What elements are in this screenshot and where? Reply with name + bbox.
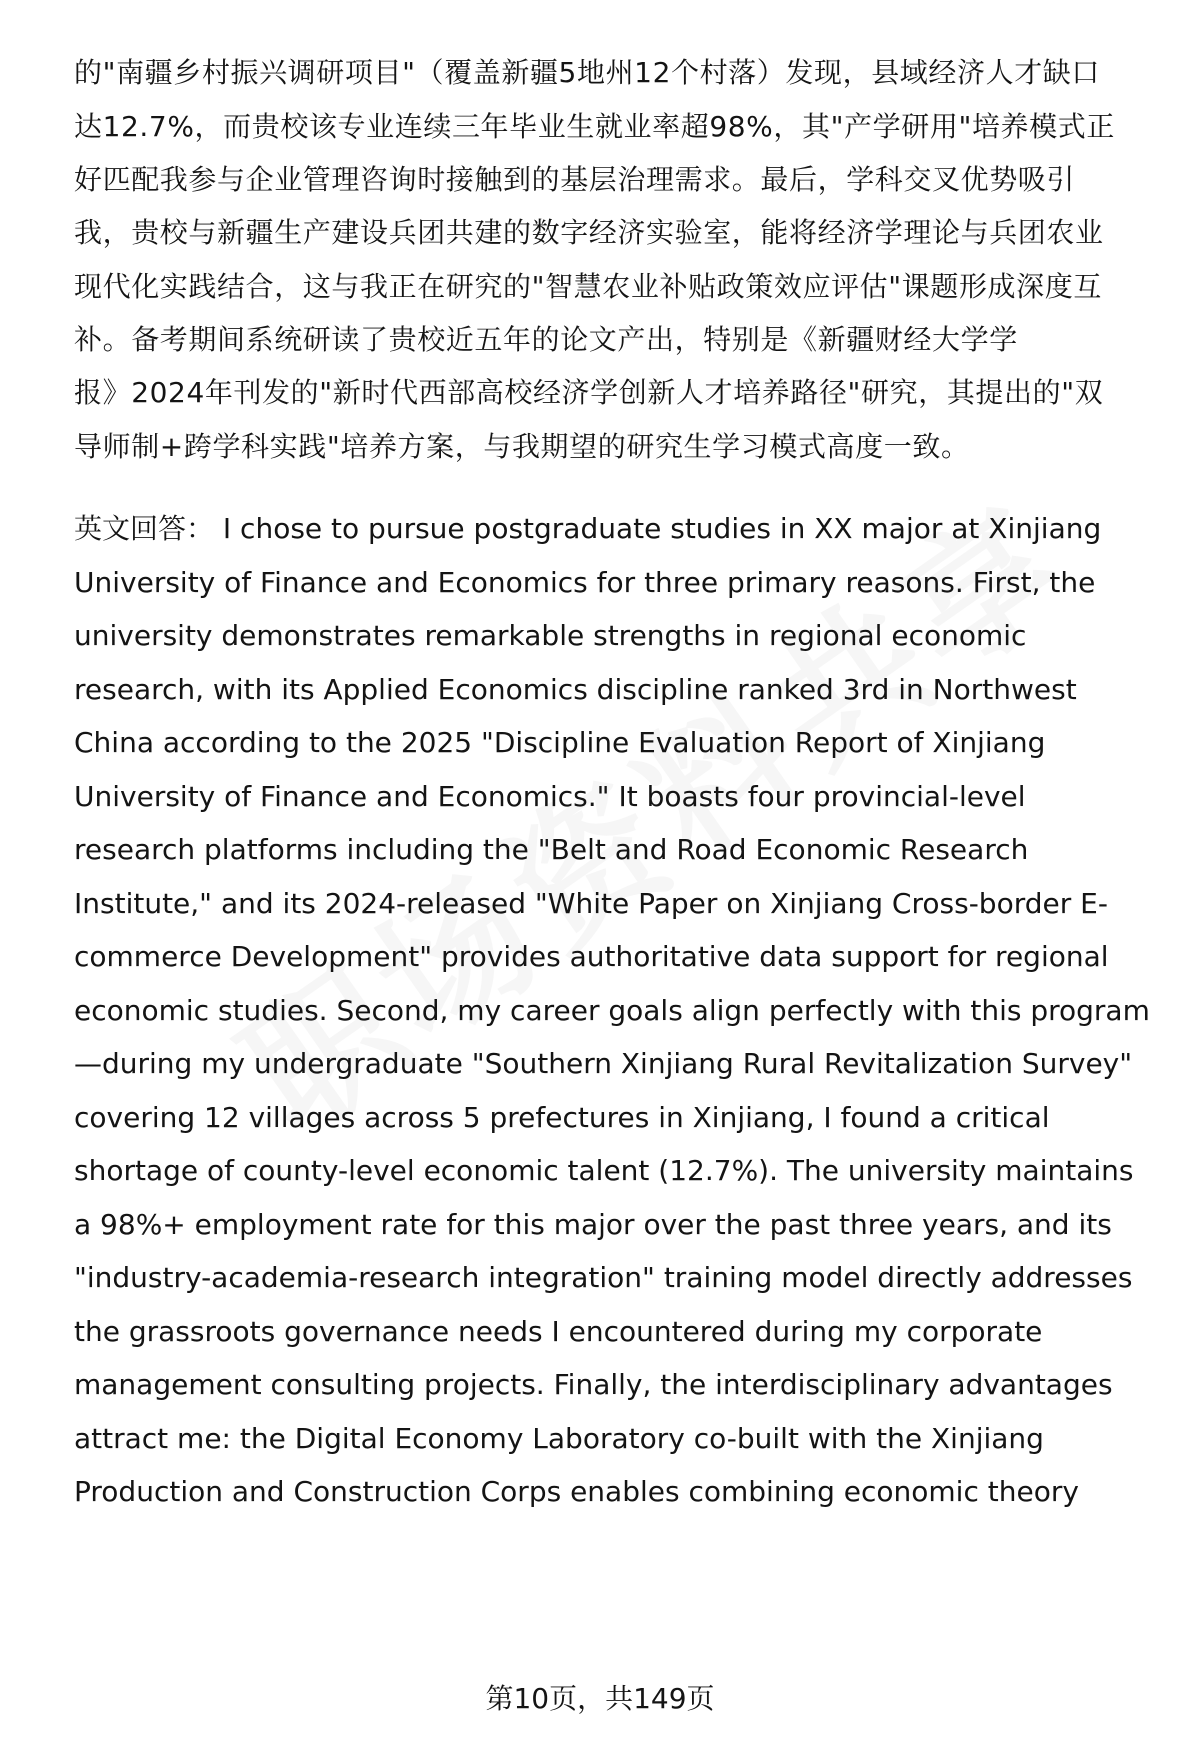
zh-line: 好匹配我参与企业管理咨询时接触到的基层治理需求。最后，学科交叉优势吸引 [74, 163, 1076, 196]
zh-line: 补。备考期间系统研读了贵校近五年的论文产出，特别是《新疆财经大学学 [74, 323, 1018, 356]
en-line: shortage of county-level economic talent (12.7%). The university maintains [74, 1154, 1134, 1187]
zh-line: 现代化实践结合，这与我正在研究的"智慧农业补贴政策效应评估"课题形成深度互 [74, 270, 1102, 303]
en-line: economic studies. Second, my career goals align perfectly with this program [74, 994, 1150, 1027]
en-line: China according to the 2025 "Discipline Evaluation Report of Xinjiang [74, 726, 1046, 759]
zh-line: 导师制+跨学科实践"培养方案，与我期望的研究生学习模式高度一致。 [74, 430, 970, 463]
en-line: —during my undergraduate "Southern Xinjiang Rural Revitalization Survey" [74, 1047, 1133, 1080]
zh-line: 我，贵校与新疆生产建设兵团共建的数字经济实验室，能将经济学理论与兵团农业 [74, 216, 1104, 249]
zh-line: 报》2024年刊发的"新时代西部高校经济学创新人才培养路径"研究，其提出的"双 [74, 376, 1104, 409]
en-line: a 98%+ employment rate for this major over the past three years, and its [74, 1208, 1112, 1241]
zh-line: 达12.7%，而贵校该专业连续三年毕业生就业率超98%，其"产学研用"培养模式正 [74, 110, 1115, 143]
en-line: University of Finance and Economics for three primary reasons. First, the [74, 566, 1096, 599]
en-line: Institute," and its 2024-released "White Paper on Xinjiang Cross-border E- [74, 887, 1108, 920]
en-line: "industry-academia-research integration" training model directly addresses [74, 1261, 1133, 1294]
en-line: 英文回答： I chose to pursue postgraduate studies in XX major at Xinjiang [74, 512, 1102, 545]
page-number-footer: 第10页，共149页 [485, 1682, 715, 1715]
en-line: university demonstrates remarkable strengths in regional economic [74, 619, 1027, 652]
en-line: commerce Development" provides authoritative data support for regional [74, 940, 1109, 973]
en-line: research, with its Applied Economics discipline ranked 3rd in Northwest [74, 673, 1077, 706]
en-line: the grassroots governance needs I encountered during my corporate [74, 1315, 1043, 1348]
en-line: attract me: the Digital Economy Laboratory co-built with the Xinjiang [74, 1422, 1044, 1455]
en-line: research platforms including the "Belt and Road Economic Research [74, 833, 1029, 866]
zh-line: 的"南疆乡村振兴调研项目"（覆盖新疆5地州12个村落）发现，县域经济人才缺口 [74, 56, 1101, 89]
en-line: covering 12 villages across 5 prefectures in Xinjiang, I found a critical [74, 1101, 1050, 1134]
en-line: management consulting projects. Finally, the interdisciplinary advantages [74, 1368, 1113, 1401]
en-line: University of Finance and Economics." It boasts four provincial-level [74, 780, 1026, 813]
en-line: Production and Construction Corps enables combining economic theory [74, 1475, 1079, 1508]
